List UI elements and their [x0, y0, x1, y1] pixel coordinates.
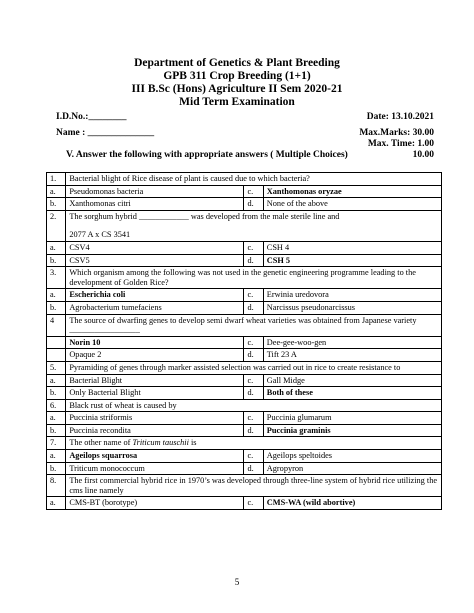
question-text-line: Black rust of wheat is caused by [69, 400, 177, 410]
id-no-field: I.D.No.:________ [56, 112, 127, 122]
question-row [47, 210, 442, 241]
question-row [47, 475, 442, 497]
max-time: Max. Time: 1.00 [367, 139, 434, 149]
question-number: 6. [47, 399, 66, 412]
option-letter: a. [47, 185, 66, 198]
option-text: CMS-WA (wild abortive) [263, 497, 441, 510]
option-text: Bacterial Blight [66, 374, 244, 387]
question-text-line: The source of dwarfing genes to develop semi dwarf wheat varieties was obtained from Japanese variety _________________ [69, 315, 417, 335]
option-text: Xanthomonas citri [66, 198, 244, 211]
option-letter: c. [244, 185, 263, 198]
option-letter: c. [244, 412, 263, 425]
option-text: Puccinia recondita [66, 424, 244, 437]
question-text [66, 314, 442, 336]
question-number: 2. [47, 210, 66, 241]
option-letter: a. [47, 450, 66, 463]
department-title: Department of Genetics & Plant Breeding [134, 57, 340, 69]
option-row [47, 497, 442, 510]
question-text-line: Pyramiding of genes through marker assisted selection was carried out in rice to create resistance to [69, 362, 401, 372]
exam-title: Mid Term Examination [179, 96, 295, 108]
option-letter: d. [244, 254, 263, 267]
option-letter: a. [47, 241, 66, 254]
option-text: None of the above [263, 198, 441, 211]
question-row [47, 399, 442, 412]
option-text: Agrobacterium tumefaciens [66, 301, 244, 314]
question-text-part: is [188, 438, 197, 448]
option-text: Tift 23 A [263, 349, 441, 362]
option-row [47, 254, 442, 267]
option-letter: d. [244, 462, 263, 475]
question-row [47, 267, 442, 289]
question-text-line: The sorghum hybrid ____________ was developed from the male sterile line and [69, 211, 340, 221]
option-letter: d. [244, 301, 263, 314]
option-letter: c. [244, 241, 263, 254]
option-row [47, 412, 442, 425]
option-text: Both of these [263, 387, 441, 400]
option-text: Narcissus pseudonarcissus [263, 301, 441, 314]
option-row [47, 301, 442, 314]
option-letter: b. [47, 198, 66, 211]
question-text [66, 437, 442, 450]
option-text: CMS-BT (borotype) [66, 497, 244, 510]
option-letter: d. [244, 198, 263, 211]
question-number: 5. [47, 361, 66, 374]
option-row [47, 387, 442, 400]
question-number: 8. [47, 475, 66, 497]
program-title: III B.Sc (Hons) Agriculture II Sem 2020-21 [131, 83, 343, 95]
option-letter: c. [244, 497, 263, 510]
option-row [47, 289, 442, 302]
option-letter: d. [244, 387, 263, 400]
option-row [47, 198, 442, 211]
question-text-part: The other name of [69, 438, 133, 448]
page-number: 5 [234, 577, 240, 587]
option-letter: b. [47, 301, 66, 314]
option-text: Gall Midge [263, 374, 441, 387]
question-number: 3. [47, 267, 66, 289]
option-text: Xanthomonas oryzae [263, 185, 441, 198]
option-text: Puccinia striformis [66, 412, 244, 425]
option-text: Only Bacterial Blight [66, 387, 244, 400]
section-heading: V. Answer the following with appropriate answers ( Multiple Choices) [66, 150, 348, 160]
section-marks: 10.00 [412, 150, 434, 160]
option-text: Puccinia glumarum [263, 412, 441, 425]
course-title: GPB 311 Crop Breeding (1+1) [163, 70, 311, 82]
option-row [47, 462, 442, 475]
question-row [47, 437, 442, 450]
question-text-line: Which organism among the following was not used in the genetic engineering programme leading to the development of Golden Rice? [69, 268, 416, 287]
option-text: CSV4 [66, 241, 244, 254]
question-text-line: The first commercial hybrid rice in 1970’s was developed through three-line system of hybrid rice utilizing the cms line namely [69, 476, 438, 495]
option-letter: c. [244, 336, 263, 349]
question-number: 1. [47, 173, 66, 186]
question-text [66, 475, 442, 497]
option-text: Opaque 2 [66, 349, 244, 362]
option-letter: a. [47, 289, 66, 302]
option-letter: b. [47, 424, 66, 437]
option-text: Ageilops speltoides [263, 450, 441, 463]
max-marks: Max.Marks: 30.00 [359, 128, 434, 138]
option-text: CSH 4 [263, 241, 441, 254]
option-row [47, 336, 442, 349]
option-row [47, 349, 442, 362]
option-row [47, 241, 442, 254]
option-letter: b. [47, 462, 66, 475]
name-field: Name : ______________ [56, 128, 155, 138]
question-row [47, 361, 442, 374]
option-text: Erwinia uredovora [263, 289, 441, 302]
option-text: Agropyron [263, 462, 441, 475]
option-row [47, 450, 442, 463]
option-letter: b. [47, 254, 66, 267]
option-text: CSH 5 [263, 254, 441, 267]
option-letter: c. [244, 374, 263, 387]
option-letter [47, 336, 66, 349]
species-name: Triticum tauschii [132, 438, 189, 448]
question-text-line: 2077 A x CS 3541 [69, 230, 131, 240]
option-letter: c. [244, 289, 263, 302]
option-row [47, 374, 442, 387]
option-letter: a. [47, 412, 66, 425]
option-letter: c. [244, 450, 263, 463]
questions-table [46, 172, 442, 510]
option-text: Triticum monococcum [66, 462, 244, 475]
question-text [66, 361, 442, 374]
exam-date: Date: 13.10.2021 [366, 112, 434, 122]
option-text: Escherichia coli [66, 289, 244, 302]
option-letter: d. [244, 424, 263, 437]
option-text: CSV5 [66, 254, 244, 267]
option-letter: a. [47, 374, 66, 387]
question-text [66, 267, 442, 289]
question-row [47, 173, 442, 186]
option-text: Norin 10 [66, 336, 244, 349]
option-letter: a. [47, 497, 66, 510]
option-letter: b. [47, 387, 66, 400]
question-number: 4 [47, 314, 66, 336]
option-text: Dee-gee-woo-gen [263, 336, 441, 349]
option-text: Puccinia graminis [263, 424, 441, 437]
option-text: Ageilops squarrosa [66, 450, 244, 463]
question-text [66, 173, 442, 186]
option-letter: d. [244, 349, 263, 362]
question-text [66, 399, 442, 412]
question-row [47, 314, 442, 336]
question-number: 7. [47, 437, 66, 450]
option-row [47, 424, 442, 437]
question-text-line: Bacterial blight of Rice disease of plant is caused due to which bacteria? [69, 174, 310, 183]
option-text: Pseudomonas bacteria [66, 185, 244, 198]
question-text [66, 210, 442, 241]
option-letter [47, 349, 66, 362]
option-row [47, 185, 442, 198]
